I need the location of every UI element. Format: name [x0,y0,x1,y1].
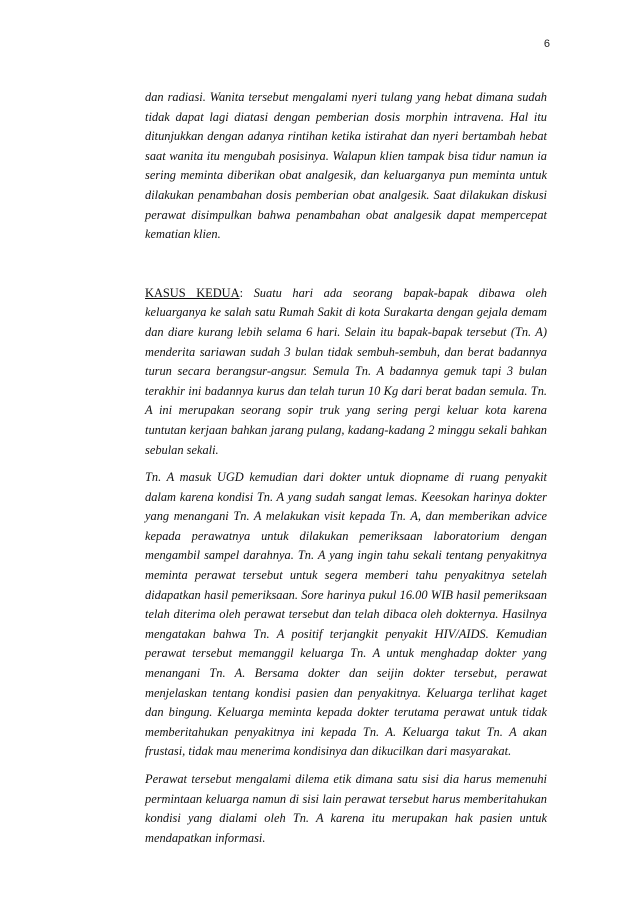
case-heading: KASUS KEDUA [145,285,240,300]
page-number: 6 [543,38,550,50]
case-heading-colon: : [239,285,244,300]
paragraph-second-case-intro [145,284,547,460]
paragraph-hospitalization: Tn. A masuk UGD kemudian dari dokter untuk diopname di ruang penyakit dalam karena kondisi Tn. A yang sudah sangat lemas. Keesokan harinya dokter yang menangani Tn. A melakukan visit kepada Tn. A, dan memberikan advice kepada perawatnya untuk dilakukan pemeriksaan laboratorium dengan mengambil sampel darahnya. Tn. A yang ingin tahu sekali tentang penyakitnya meminta perawat tersebut untuk segera memberi tahu penyakitnya setelah didapatkan hasil pemeriksaan. Sore harinya pukul 16.00 WIB hasil pemeriksaan telah diterima oleh perawat tersebut dan telah dibaca oleh dokternya. Hasilnya mengatakan bahwa Tn. A positif terjangkit penyakit HIV/AIDS. Kemudian perawat tersebut memanggil keluarga Tn. A untuk menghadap dokter yang menangani Tn. A. Bersama dokter dan seijin dokter tersebut, perawat menjelaskan tentang kondisi pasien dan penyakitnya. Keluarga terlihat kaget dan bingung. Keluarga meminta kepada dokter terutama perawat untuk tidak memberitahukan penyakitnya ini kepada Tn. A. Keluarga takut Tn. A akan frustasi, tidak mau menerima kondisinya dan dikucilkan dari masyarakat. [145,470,547,759]
case-intro-text: Suatu hari ada seorang bapak-bapak dibawa oleh keluarganya ke salah satu Rumah Sakit di kota Surakarta dengan gejala demam dan diare kurang lebih selama 6 hari. Selain itu bapak-bapak tersebut (Tn. A) menderita sariawan sudah 3 bulan tidak sembuh-sembuh, dan berat badannya turun secara berangsur-angsur. Semula Tn. A badannya gemuk tapi 3 bulan terakhir ini badannya kurus dan telah turun 10 Kg dari berat badan semula. Tn. A ini merupakan seorang sopir truk yang sering pergi keluar kota karena tuntutan kerjaan bahkan jarang pulang, kadang-kadang 2 minggu sekali bahkan sebulan sekali. [145,285,547,457]
paragraph-ethical-dilemma: Perawat tersebut mengalami dilema etik dimana satu sisi dia harus memenuhi permintaan keluarga namun di sisi lain perawat tersebut harus memberitahukan kondisi yang dialami oleh Tn. A karena itu merupakan hak pasien untuk mendapatkan informasi. [145,772,547,845]
paragraph-radiation-case: dan radiasi. Wanita tersebut mengalami nyeri tulang yang hebat dimana sudah tidak dapat lagi diatasi dengan pemberian dosis morphin intravena. Hal itu ditunjukkan dengan adanya rintihan ketika istirahat dan nyeri bertambah hebat saat wanita itu mengubah posisinya. Walapun klien tampak bisa tidur namun ia sering meminta diberikan obat analgesik, dan keluarganya pun meminta untuk dilakukan penambahan dosis pemberian obat analgesik. Saat dilakukan diskusi perawat disimpulkan bahwa penambahan obat analgesik dapat mempercepat kematian klien. [145,90,547,242]
document-body [145,88,547,848]
